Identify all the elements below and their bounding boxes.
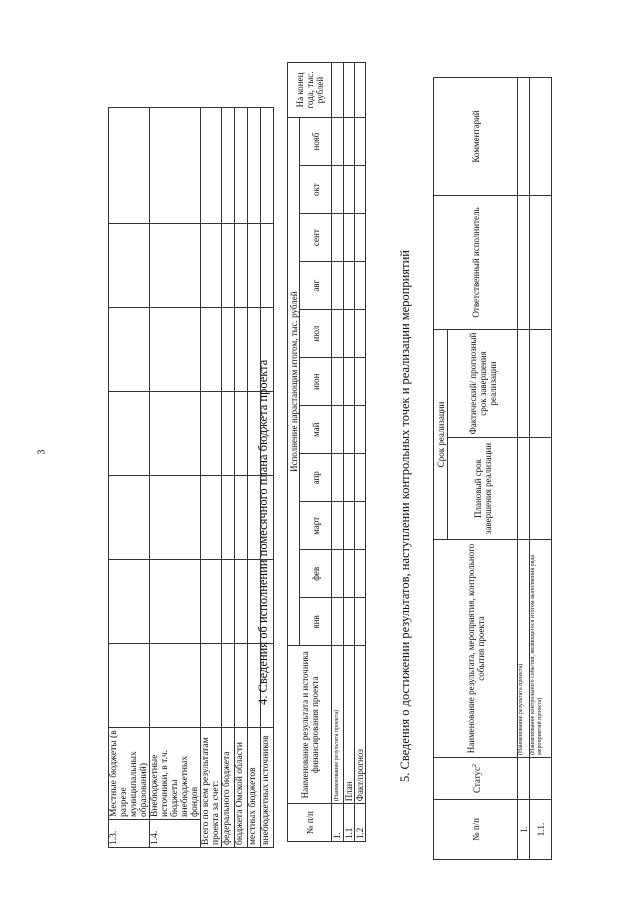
col-header-planned: Плановый срок завершения реализации xyxy=(448,438,518,540)
results-table xyxy=(433,77,552,860)
row-label: Внебюджетные источники, в т.ч. бюджеты внебюджетных фондов xyxy=(150,728,201,820)
budget-table xyxy=(108,107,274,848)
col-header-comment: Комментарий xyxy=(434,78,518,196)
col-header-num: № п/п xyxy=(434,800,518,860)
footnote-marker: 2 xyxy=(471,764,478,767)
month-header: сент xyxy=(300,214,332,262)
month-header: март xyxy=(300,502,332,550)
section-4-title: 4. Сведения об исполнении помесячного плана бюджета проекта xyxy=(256,359,270,705)
row-label: (Наименование результата проекта) xyxy=(518,540,530,758)
row-number: 1.2 xyxy=(355,804,366,842)
table-row xyxy=(201,108,222,848)
row-number: 1.3. xyxy=(109,820,150,848)
row-label: бюджета Омской области xyxy=(235,728,248,848)
row-label: Местные бюджеты (в разрезе муниципальных образований) xyxy=(109,728,150,820)
table-row xyxy=(150,108,201,848)
table-row xyxy=(518,78,530,860)
table-row xyxy=(344,63,355,842)
row-label: (Наименование результата проекта) xyxy=(332,646,344,804)
table-row xyxy=(530,78,552,860)
col-header-term: Срок реализации xyxy=(434,330,448,540)
row-number: 1. xyxy=(332,804,344,842)
row-number: 1.4. xyxy=(150,820,201,848)
row-label: местных бюджетов xyxy=(248,728,261,848)
row-label: Факт/прогноз xyxy=(355,646,366,804)
month-header: нояб xyxy=(300,118,332,166)
section-5-title: 5. Сведения о достижении результатов, наступлении контрольных точек и реализации мероприятий xyxy=(398,250,412,782)
row-label: План xyxy=(344,646,355,804)
col-header-status: Статус$^2$ xyxy=(434,758,518,800)
col-header-num: № п/п xyxy=(288,804,332,842)
month-header: апр xyxy=(300,454,332,502)
month-header: окт xyxy=(300,166,332,214)
row-label: федерального бюджета xyxy=(222,728,235,848)
table-row xyxy=(355,63,366,842)
row-number: 1.1. xyxy=(530,800,552,860)
table-row xyxy=(332,63,344,842)
page-number: 3 xyxy=(36,449,48,455)
month-header: авг xyxy=(300,262,332,310)
col-header-name: Наименование результата, мероприятия, контрольного события проекта xyxy=(434,540,518,758)
row-number: 1.1 xyxy=(344,804,355,842)
col-header-actual: Фактический/ прогнозный срок завершения реализации xyxy=(448,330,518,438)
col-header-name: Наименование результата и источника финансирования проекта xyxy=(288,646,332,804)
col-header-resp: Ответственный исполнитель xyxy=(434,196,518,330)
month-header: май xyxy=(300,406,332,454)
row-number: 1. xyxy=(518,800,530,860)
table-row xyxy=(222,108,235,848)
col-header-exec: Исполнение нарастающим итогом, тыс. рублей xyxy=(288,118,300,646)
month-header: янв xyxy=(300,598,332,646)
col-header-end: На конец года, тыс. рублей xyxy=(288,63,332,118)
row-label: Всего по всем результатам проекта за счет: xyxy=(201,728,222,848)
row-label: внебюджетных источников xyxy=(261,728,274,848)
table-row xyxy=(109,108,150,848)
month-header: июн xyxy=(300,358,332,406)
row-label: (Наименование контрольного события, являющегося итогом выполнения ряда мероприятий проекта) xyxy=(530,540,552,758)
month-header: фев xyxy=(300,550,332,598)
month-header: июл xyxy=(300,310,332,358)
table-row xyxy=(235,108,248,848)
monthly-budget-table xyxy=(287,62,366,842)
